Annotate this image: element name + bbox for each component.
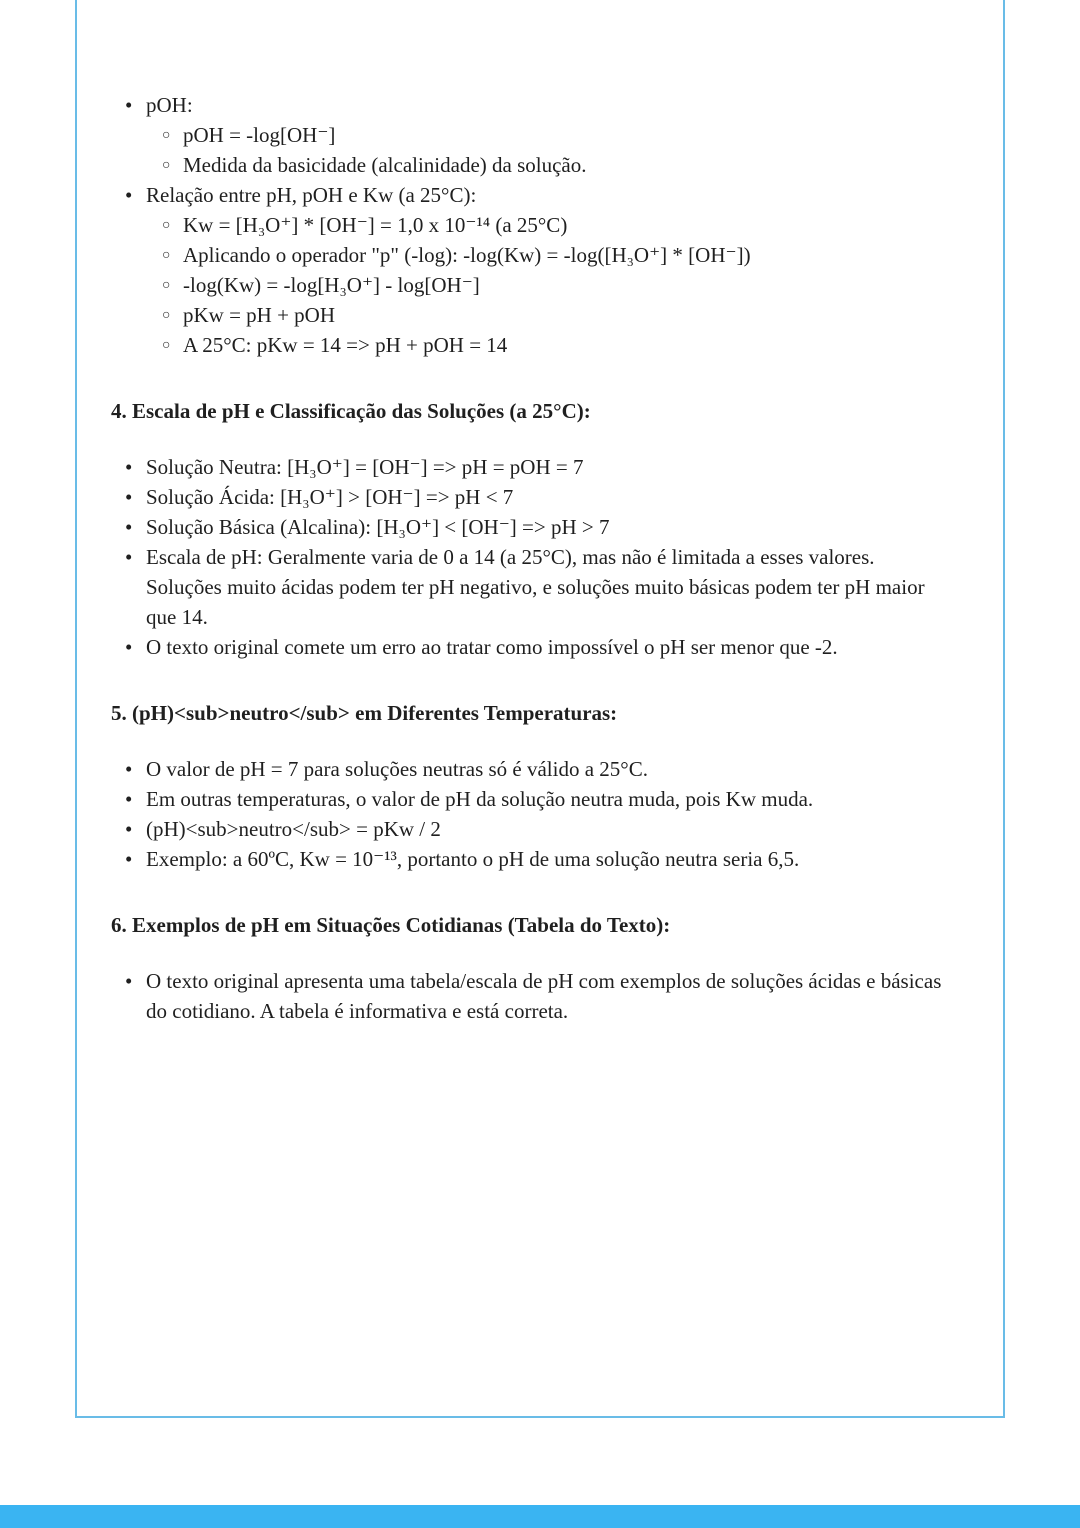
list-item: [124, 814, 946, 844]
sublist-item: [161, 120, 946, 150]
content-border-frame: [75, 0, 1005, 1418]
bullet-text: -log(Kw) = -log[H₃O⁺] - log[OH⁻]: [183, 273, 480, 297]
bullet-text: Aplicando o operador "p" (-log): -log(Kw) = -log([H₃O⁺] * [OH⁻]): [183, 243, 751, 267]
list-item: [124, 452, 946, 482]
bullet-text: Exemplo: a 60ºC, Kw = 10⁻¹³, portanto o pH de uma solução neutra seria 6,5.: [146, 847, 800, 871]
bullet-text: Solução Neutra: [H₃O⁺] = [OH⁻] => pH = pOH = 7: [146, 455, 584, 479]
list-section-4: [124, 452, 946, 662]
list-section-5: [124, 754, 946, 874]
bullet-text: A 25°C: pKw = 14 => pH + pOH = 14: [183, 333, 508, 357]
bullet-text: pKw = pH + pOH: [183, 303, 336, 327]
list-item: [124, 632, 946, 662]
sublist-item: [161, 300, 946, 330]
bullet-text: Kw = [H₃O⁺] * [OH⁻] = 1,0 x 10⁻¹⁴ (a 25°C): [183, 213, 568, 237]
bullet-text: Medida da basicidade (alcalinidade) da solução.: [183, 153, 587, 177]
list-item: [124, 542, 946, 632]
bullet-text: pOH:: [146, 93, 193, 117]
list-section-6: [124, 966, 946, 1026]
bullet-text: Escala de pH: Geralmente varia de 0 a 14 (a 25°C), mas não é limitada a esses valores. Soluções muito ácidas podem ter pH negativo, e soluções muito básicas podem ter pH maior que 14.: [146, 545, 925, 629]
bullet-text: pOH = -log[OH⁻]: [183, 123, 336, 147]
section-heading-6: 6. Exemplos de pH em Situações Cotidianas (Tabela do Texto):: [111, 913, 671, 937]
bullet-text: Solução Básica (Alcalina): [H₃O⁺] < [OH⁻] => pH > 7: [146, 515, 610, 539]
sublist-item: [161, 240, 946, 270]
list-item: [124, 784, 946, 814]
list-item-relacao: [124, 180, 946, 360]
sublist-item: [161, 270, 946, 300]
bullet-text: Solução Ácida: [H₃O⁺] > [OH⁻] => pH < 7: [146, 485, 514, 509]
bullet-text: O texto original apresenta uma tabela/escala de pH com exemplos de soluções ácidas e básicas do cotidiano. A tabela é informativa e está correta.: [146, 969, 942, 1023]
bullet-text: Em outras temperaturas, o valor de pH da solução neutra muda, pois Kw muda.: [146, 787, 814, 811]
list-item: [124, 966, 946, 1026]
sublist-relacao: [161, 210, 946, 360]
section-heading-5: 5. (pH)<sub>neutro</sub> em Diferentes Temperaturas:: [111, 701, 618, 725]
list-item: [124, 482, 946, 512]
list-item: [124, 512, 946, 542]
sublist-item: [161, 330, 946, 360]
bullet-text: (pH)<sub>neutro</sub> = pKw / 2: [146, 817, 441, 841]
list-poh-and-relation: [124, 90, 946, 360]
list-item: [124, 844, 946, 874]
list-item-poh: [124, 90, 946, 180]
bullet-text: O valor de pH = 7 para soluções neutras só é válido a 25°C.: [146, 757, 648, 781]
document-content: [77, 0, 1003, 1026]
sublist-item: [161, 210, 946, 240]
sublist-poh: [161, 120, 946, 180]
sublist-item: [161, 150, 946, 180]
list-item: [124, 754, 946, 784]
section-heading-4: 4. Escala de pH e Classificação das Soluções (a 25°C):: [111, 399, 591, 423]
bullet-text: O texto original comete um erro ao tratar como impossível o pH ser menor que -2.: [146, 635, 838, 659]
bullet-text: Relação entre pH, pOH e Kw (a 25°C):: [146, 183, 477, 207]
bottom-accent-bar: [0, 1505, 1080, 1528]
